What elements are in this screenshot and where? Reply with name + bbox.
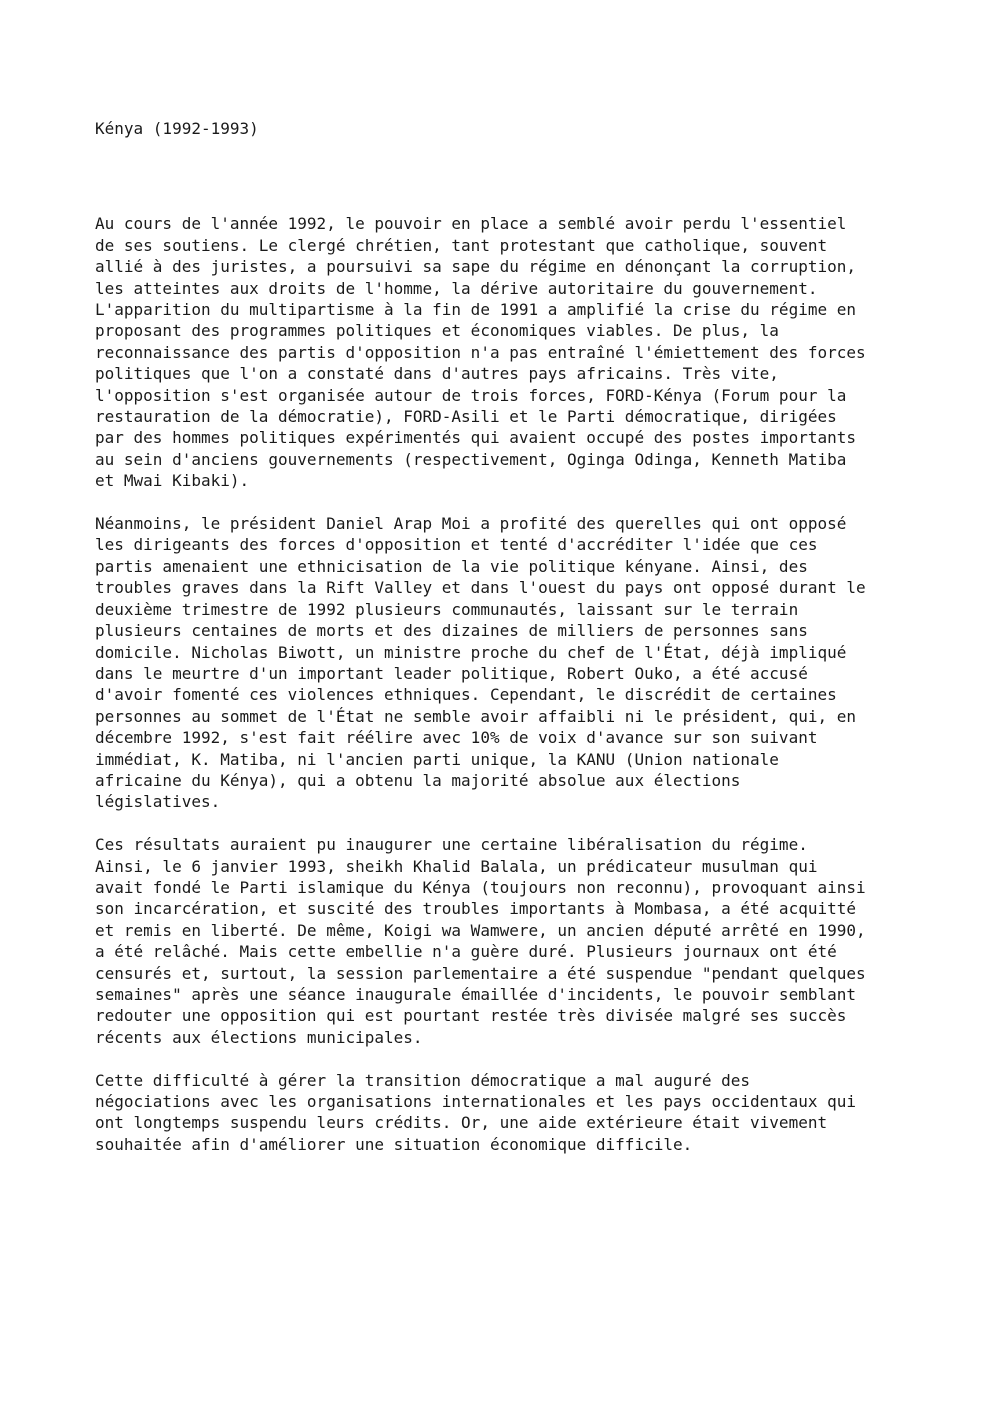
text-line: récents aux élections municipales. (95, 1027, 423, 1047)
text-line: son incarcération, et suscité des troubles importants à Mombasa, a été acquitté (95, 899, 856, 919)
text-line: L'apparition du multipartisme à la fin de 1991 a amplifié la crise du régime en (95, 300, 856, 320)
text-line: immédiat, K. Matiba, ni l'ancien parti unique, la KANU (Union nationale (95, 749, 779, 769)
paragraph-gap (95, 492, 925, 513)
text-line: Ainsi, le 6 janvier 1993, sheikh Khalid Balala, un prédicateur musulman qui (95, 856, 818, 876)
paragraph-1 (95, 213, 925, 491)
paragraph-3 (95, 834, 925, 1048)
text-line: Néanmoins, le président Daniel Arap Moi a profité des querelles qui ont opposé (95, 514, 847, 534)
text-line: par des hommes politiques expérimentés qui avaient occupé des postes importants (95, 428, 856, 448)
text-line: domicile. Nicholas Biwott, un ministre proche du chef de l'État, déjà impliqué (95, 642, 847, 662)
text-line: Ces résultats auraient pu inaugurer une certaine libéralisation du régime. (95, 835, 808, 855)
text-line: semaines" après une séance inaugurale émaillée d'incidents, le pouvoir semblant (95, 985, 856, 1004)
text-line: législatives. (95, 792, 221, 812)
text-line: partis amenaient une ethnicisation de la vie politique kényane. Ainsi, des (95, 556, 808, 576)
text-line: Au cours de l'année 1992, le pouvoir en place a semblé avoir perdu l'essentiel (95, 214, 847, 234)
paragraph-2 (95, 513, 925, 813)
text-line: l'opposition s'est organisée autour de trois forces, FORD-Kénya (Forum pour la (95, 385, 847, 405)
text-line: et remis en liberté. De même, Koigi wa Wamwere, un ancien député arrêté en 1990, (95, 920, 866, 940)
text-line: a été relâché. Mais cette embellie n'a guère duré. Plusieurs journaux ont été (95, 942, 837, 962)
text-line: redouter une opposition qui est pourtant restée très divisée malgré ses succès (95, 1006, 847, 1026)
paragraph-gap (95, 813, 925, 834)
text-line: de ses soutiens. Le clergé chrétien, tant protestant que catholique, souvent (95, 235, 828, 255)
text-line: troubles graves dans la Rift Valley et dans l'ouest du pays ont opposé durant le (95, 578, 866, 598)
document-title: Kénya (1992-1993) (95, 119, 259, 138)
text-line: dans le meurtre d'un important leader politique, Robert Ouko, a été accusé (95, 663, 808, 683)
text-line: restauration de la démocratie), FORD-Asili et le Parti démocratique, dirigées (95, 407, 837, 427)
text-line: négociations avec les organisations internationales et les pays occidentaux qui (95, 1092, 856, 1112)
text-line: censurés et, surtout, la session parlementaire a été suspendue "pendant quelques (95, 963, 866, 983)
document-page (95, 118, 925, 1155)
text-line: allié à des juristes, a poursuivi sa sape du régime en dénonçant la corruption, (95, 257, 856, 277)
text-line: Cette difficulté à gérer la transition démocratique a mal auguré des (95, 1070, 751, 1090)
text-line: reconnaissance des partis d'opposition n'a pas entraîné l'émiettement des forces (95, 342, 866, 362)
text-line: politiques que l'on a constaté dans d'autres pays africains. Très vite, (95, 364, 779, 384)
text-line: proposant des programmes politiques et économiques viables. De plus, la (95, 321, 779, 341)
text-line: africaine du Kénya), qui a obtenu la majorité absolue aux élections (95, 770, 741, 790)
text-line: souhaitée afin d'améliorer une situation économique difficile. (95, 1134, 693, 1154)
paragraph-4 (95, 1070, 925, 1156)
document-body (95, 213, 925, 1155)
text-line: les atteintes aux droits de l'homme, la dérive autoritaire du gouvernement. (95, 278, 818, 298)
text-line: au sein d'anciens gouvernements (respectivement, Oginga Odinga, Kenneth Matiba (95, 449, 847, 469)
text-line: deuxième trimestre de 1992 plusieurs communautés, laissant sur le terrain (95, 599, 799, 619)
text-line: d'avoir fomenté ces violences ethniques. Cependant, le discrédit de certaines (95, 685, 837, 705)
text-line: décembre 1992, s'est fait réélire avec 10% de voix d'avance sur son suivant (95, 728, 818, 748)
text-line: et Mwai Kibaki). (95, 471, 250, 491)
text-line: personnes au sommet de l'État ne semble avoir affaibli ni le président, qui, en (95, 706, 856, 726)
text-line: avait fondé le Parti islamique du Kénya (toujours non reconnu), provoquant ainsi (95, 877, 866, 897)
text-line: les dirigeants des forces d'opposition et tenté d'accréditer l'idée que ces (95, 535, 818, 555)
text-line: plusieurs centaines de morts et des dizaines de milliers de personnes sans (95, 621, 808, 641)
text-line: ont longtemps suspendu leurs crédits. Or, une aide extérieure était vivement (95, 1113, 828, 1133)
paragraph-gap (95, 1048, 925, 1069)
